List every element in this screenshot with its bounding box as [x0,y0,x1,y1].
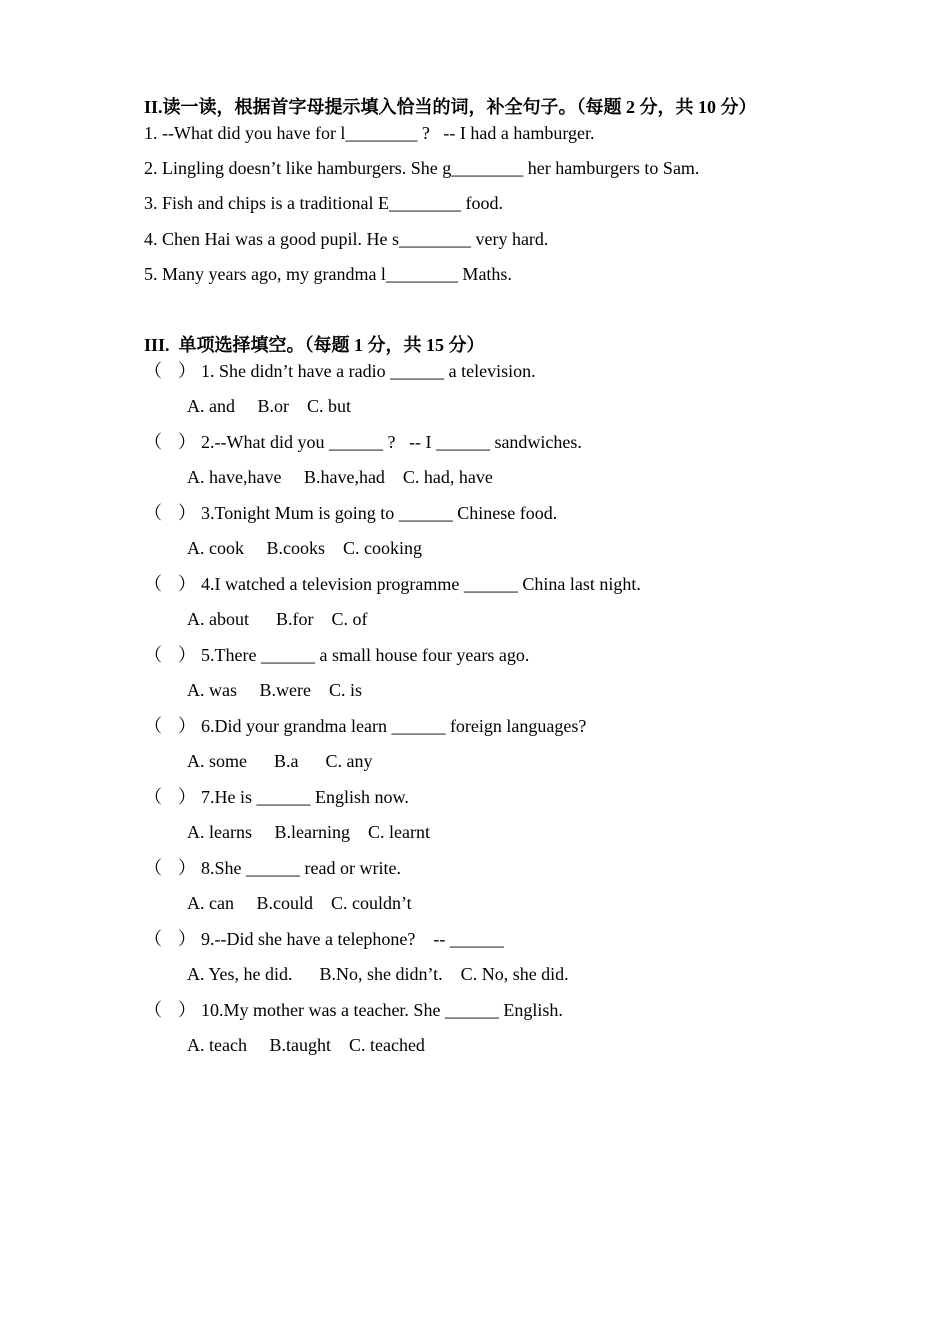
answer-paren-left: （ [144,858,162,878]
answer-blank[interactable] [160,715,180,737]
answer-paren-right: ） [178,361,196,381]
question-options: A. Yes, he did. B.No, she didn’t. C. No, she did. [187,964,569,984]
question-options: A. some B.a C. any [187,751,373,771]
answer-blank[interactable] [160,786,180,808]
answer-paren-left: （ [144,716,162,736]
answer-blank[interactable] [160,360,180,382]
question-text: 3.Tonight Mum is going to ______ Chinese food. [201,503,558,523]
question-text: 2.--What did you ______ ? -- I ______ sandwiches. [201,432,582,452]
section-3-heading: III. 单项选择填空。（每题 1 分，共 15 分） [144,335,485,355]
answer-paren-left: （ [144,503,162,523]
question-text: 6.Did your grandma learn ______ foreign languages? [201,716,587,736]
fill-in-item-5: 5. Many years ago, my grandma l________ Maths. [144,264,512,284]
answer-blank[interactable] [160,573,180,595]
answer-paren-left: （ [144,929,162,949]
question-options: A. can B.could C. couldn’t [187,893,412,913]
answer-paren-right: ） [178,929,196,949]
question-options: A. teach B.taught C. teached [187,1035,425,1055]
question-options: A. learns B.learning C. learnt [187,822,430,842]
fill-in-item-2: 2. Lingling doesn’t like hamburgers. She g________ her hamburgers to Sam. [144,158,700,178]
section-2-heading: II.读一读，根据首字母提示填入恰当的词，补全句子。（每题 2 分，共 10 分） [144,97,757,117]
answer-paren-left: （ [144,574,162,594]
answer-paren-right: ） [178,432,196,452]
answer-paren-left: （ [144,361,162,381]
question-text: 7.He is ______ English now. [201,787,409,807]
answer-blank[interactable] [160,999,180,1021]
question-options: A. cook B.cooks C. cooking [187,538,422,558]
question-text: 4.I watched a television programme ______ China last night. [201,574,641,594]
question-options: A. and B.or C. but [187,396,351,416]
answer-paren-right: ） [178,858,196,878]
answer-paren-right: ） [178,787,196,807]
answer-paren-left: （ [144,645,162,665]
question-text: 10.My mother was a teacher. She ______ English. [201,1000,563,1020]
fill-in-item-3: 3. Fish and chips is a traditional E________ food. [144,193,503,213]
answer-paren-left: （ [144,787,162,807]
question-text: 1. She didn’t have a radio ______ a television. [201,361,536,381]
answer-paren-right: ） [178,645,196,665]
question-options: A. was B.were C. is [187,680,362,700]
question-text: 5.There ______ a small house four years ago. [201,645,530,665]
answer-paren-left: （ [144,432,162,452]
answer-paren-right: ） [178,716,196,736]
fill-in-item-1: 1. --What did you have for l________ ? -- I had a hamburger. [144,123,595,143]
answer-blank[interactable] [160,644,180,666]
question-options: A. have,have B.have,had C. had, have [187,467,493,487]
answer-paren-left: （ [144,1000,162,1020]
answer-blank[interactable] [160,431,180,453]
fill-in-item-4: 4. Chen Hai was a good pupil. He s________ very hard. [144,229,549,249]
answer-paren-right: ） [178,574,196,594]
answer-blank[interactable] [160,502,180,524]
answer-paren-right: ） [178,503,196,523]
answer-blank[interactable] [160,928,180,950]
question-text: 9.--Did she have a telephone? -- ______ [201,929,504,949]
answer-blank[interactable] [160,857,180,879]
answer-paren-right: ） [178,1000,196,1020]
question-text: 8.She ______ read or write. [201,858,401,878]
question-options: A. about B.for C. of [187,609,368,629]
